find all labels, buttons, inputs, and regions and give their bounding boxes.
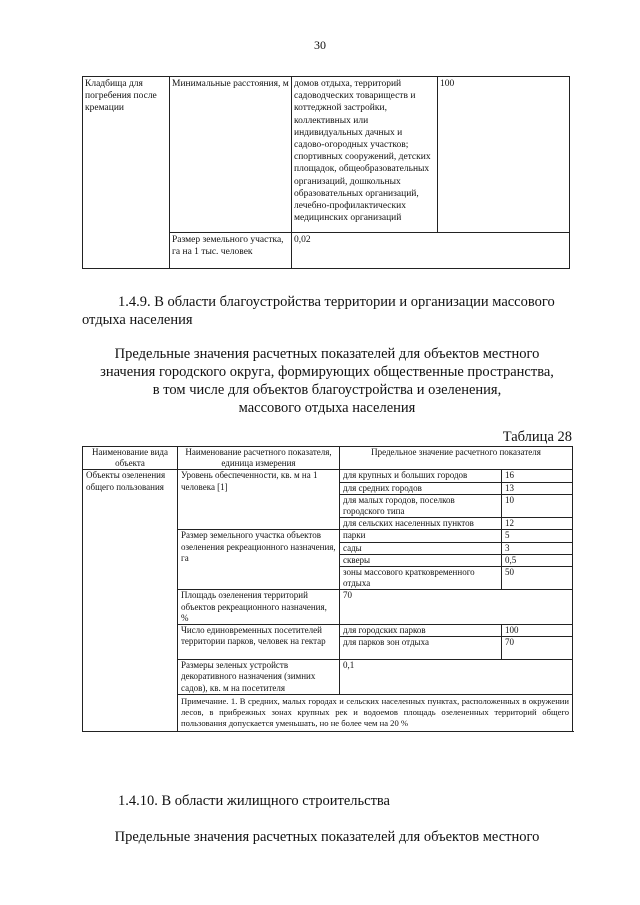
- value-cell: 13: [502, 482, 573, 494]
- caption-line: значения городского округа, формирующих общественные пространства,: [100, 364, 554, 380]
- page-number: 30: [314, 38, 326, 52]
- table-caption: [82, 345, 572, 417]
- label-cell: скверы: [340, 554, 502, 566]
- header-indicator: Наименование расчетного показателя, единица измерения: [178, 447, 340, 470]
- label-cell: для крупных и больших городов: [340, 470, 502, 482]
- section-heading-1-4-10: 1.4.10. В области жилищного строительства: [118, 793, 390, 809]
- indicator-cell: Размеры зеленых устройств декоративного назначения (зимних садов), кв. м на посетителя: [178, 660, 340, 695]
- table-note: Примечание. 1. В средних, малых городах и сельских населенных пунктах, расположенных в окружении лесов, в прибрежных зонах крупных рек и водоемов площадь озелененных территорий общего пользования допускается уменьшать, но не более чем на 20 %: [178, 694, 573, 731]
- table-header-row: [83, 447, 573, 470]
- caption-line: Предельные значения расчетных показателей для объектов местного: [114, 346, 540, 362]
- label-cell: для сельских населенных пунктов: [340, 518, 502, 530]
- indicator-cell: Размер земельного участка, га на 1 тыс. человек: [170, 233, 292, 269]
- label-cell: для городских парков: [340, 625, 502, 637]
- label-cell: для средних городов: [340, 482, 502, 494]
- indicator-cell: Площадь озеленения территорий объектов рекреационного назначения, %: [178, 590, 340, 625]
- header-object-type: Наименование вида объекта: [83, 447, 178, 470]
- value-cell: 10: [502, 494, 573, 517]
- table-row: [83, 77, 570, 233]
- caption-line: в том числе для объектов благоустройства и озеленения,: [152, 382, 502, 398]
- value-cell: 70: [340, 590, 573, 625]
- value-cell: 0,5: [502, 554, 573, 566]
- indicator-cell: Минимальные расстояния, м: [170, 77, 292, 233]
- value-cell: 50: [502, 567, 573, 590]
- indicator-cell: Число единовременных посетителей территории парков, человек на гектар: [178, 625, 340, 660]
- header-limit-value: Предельное значение расчетного показателя: [340, 447, 573, 470]
- section-heading-1-4-9: 1.4.9. В области благоустройства территории и организации массового отдыха населения: [82, 294, 555, 328]
- label-cell: для парков зон отдыха: [340, 637, 502, 660]
- caption-line: массового отдыха населения: [238, 400, 416, 416]
- value-cell: 3: [502, 542, 573, 554]
- value-cell: 0,1: [340, 660, 573, 695]
- label-cell: сады: [340, 542, 502, 554]
- table-row: [83, 470, 573, 482]
- object-list-cell: домов отдыха, территорий садоводческих товариществ и коттеджной застройки, коллективных или индивидуальных дачных и садово-огородных участков; спортивных сооружений, детских площадок, общеобразовательных организаций, дошкольных образовательных организаций, лечебно-профилактических медицинских организаций: [292, 77, 438, 233]
- value-cell: 16: [502, 470, 573, 482]
- value-cell: 12: [502, 518, 573, 530]
- table-label: Таблица 28: [502, 429, 572, 445]
- value-cell: 70: [502, 637, 573, 660]
- next-caption: Предельные значения расчетных показателей для объектов местного: [114, 829, 540, 845]
- value-cell: 0,02: [292, 233, 570, 269]
- value-cell: 5: [502, 530, 573, 542]
- value-cell: 100: [502, 625, 573, 637]
- object-cell: Объекты озеленения общего пользования: [83, 470, 178, 731]
- label-cell: для малых городов, поселков городского типа: [340, 494, 502, 517]
- label-cell: зоны массового кратковременного отдыха: [340, 567, 502, 590]
- label-cell: парки: [340, 530, 502, 542]
- top-table: [82, 76, 570, 269]
- indicator-cell: Размер земельного участка объектов озеленения рекреационного назначения, га: [178, 530, 340, 590]
- indicator-cell: Уровень обеспеченности, кв. м на 1 человека [1]: [178, 470, 340, 530]
- object-cell: Кладбища для погребения после кремации: [83, 77, 170, 269]
- table-28: [82, 446, 573, 732]
- value-cell: 100: [438, 77, 570, 233]
